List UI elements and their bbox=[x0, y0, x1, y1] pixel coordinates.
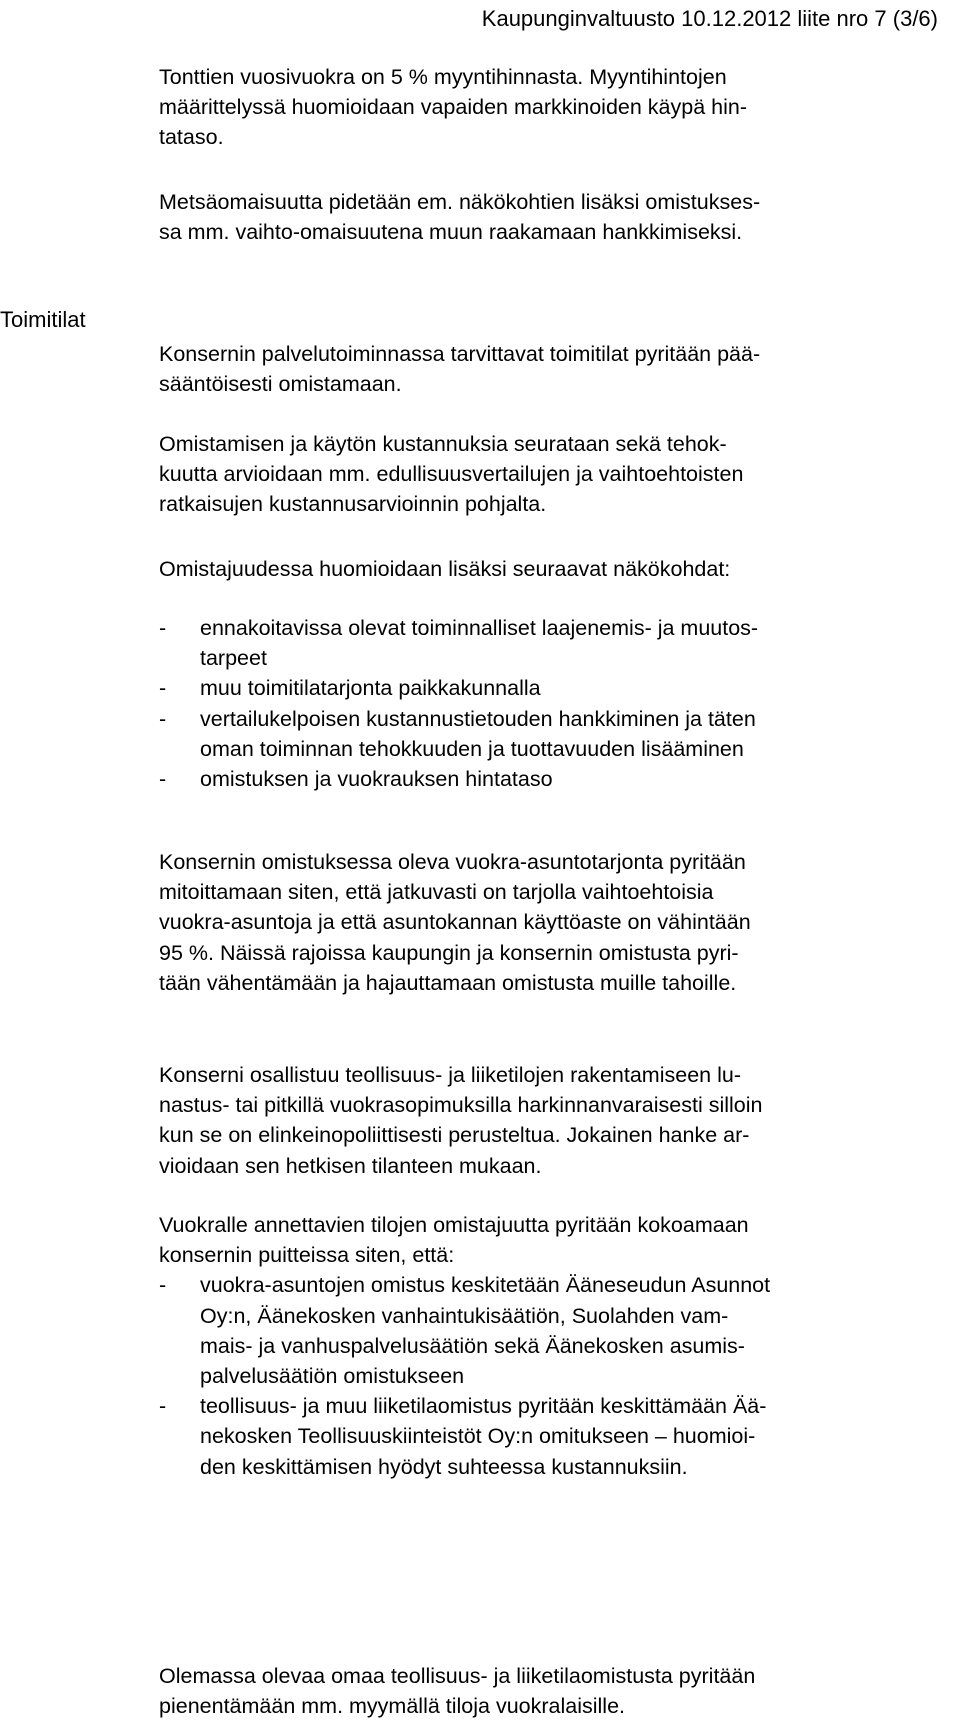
paragraph-existing-premises bbox=[159, 1661, 959, 1721]
text-line: Konsernin palvelutoiminnassa tarvittavat toimitilat pyritään pää- bbox=[159, 342, 761, 366]
page-header: Kaupunginvaltuusto 10.12.2012 liite nro 7 (3/6) bbox=[481, 6, 938, 31]
text-line: tään vähentämään ja hajauttamaan omistusta muille tahoille. bbox=[159, 970, 737, 995]
text-line: Omistajuudessa huomioidaan lisäksi seuraavat näkökohdat: bbox=[159, 557, 731, 581]
text-line: konsernin puitteissa siten, että: bbox=[159, 1243, 455, 1268]
text-line: nekosken Teollisuuskiinteistöt Oy:n omitukseen – huomioi- bbox=[200, 1424, 756, 1449]
text-line: palvelusäätiön omistukseen bbox=[200, 1364, 465, 1389]
text-line: den keskittämisen hyödyt suhteessa kustannuksiin. bbox=[200, 1454, 688, 1479]
text-line: Konserni osallistuu teollisuus- ja liiketilojen rakentamiseen lu- bbox=[159, 1063, 741, 1087]
text-line: Omistamisen ja käytön kustannuksia seurataan sekä tehok- bbox=[159, 432, 727, 456]
text-line: sääntöisesti omistamaan. bbox=[159, 372, 402, 397]
list-item bbox=[159, 704, 959, 764]
text-line: vuokra-asuntoja ja että asuntokannan käyttöaste on vähintään bbox=[159, 910, 751, 935]
text-line: oman toiminnan tehokkuuden ja tuottavuuden lisääminen bbox=[200, 736, 744, 761]
list-item bbox=[159, 673, 959, 703]
paragraph-forest-property bbox=[159, 187, 959, 247]
text-line: Konsernin omistuksessa oleva vuokra-asuntotarjonta pyritään bbox=[159, 850, 746, 874]
bullet-dash: - bbox=[159, 706, 167, 731]
text-line: muu toimitilatarjonta paikkakunnalla bbox=[200, 676, 541, 701]
text-line: Vuokralle annettavien tilojen omistajuutta pyritään kokoamaan bbox=[159, 1213, 749, 1237]
text-line: ennakoitavissa olevat toiminnalliset laajenemis- ja muutos- bbox=[200, 616, 759, 640]
text-line: omistuksen ja vuokrauksen hintataso bbox=[200, 767, 553, 792]
text-line: vuokra-asuntojen omistus keskitetään Ääneseudun Asunnot bbox=[200, 1273, 771, 1298]
text-line: vioidaan sen hetkisen tilanteen mukaan. bbox=[159, 1153, 542, 1178]
text-line: Oy:n, Äänekosken vanhaintukisäätiön, Suolahden vam- bbox=[200, 1303, 729, 1328]
paragraph-rental-housing bbox=[159, 847, 959, 998]
list-item bbox=[159, 764, 959, 794]
section-label-toimitilat: Toimitilat bbox=[0, 307, 86, 332]
list-item bbox=[159, 1270, 959, 1391]
text-line: pienentämään mm. myymällä tiloja vuokralaisille. bbox=[159, 1694, 626, 1719]
text-line: Metsäomaisuutta pidetään em. näkökohtien lisäksi omistukses- bbox=[159, 190, 761, 214]
text-line: kuutta arvioidaan mm. edullisuusvertailujen ja vaihtoehtoisten bbox=[159, 462, 744, 487]
bullet-dash: - bbox=[159, 767, 167, 792]
text-line: 95 %. Näissä rajoissa kaupungin ja konsernin omistusta pyri- bbox=[159, 940, 739, 965]
bullet-dash: - bbox=[159, 1273, 167, 1298]
text-line: Tonttien vuosivuokra on 5 % myyntihinnasta. Myyntihintojen bbox=[159, 65, 727, 89]
text-line: ratkaisujen kustannusarvioinnin pohjalta. bbox=[159, 492, 547, 517]
text-line: mitoittamaan siten, että jatkuvasti on tarjolla vaihtoehtoisia bbox=[159, 880, 714, 905]
text-line: nastus- tai pitkillä vuokrasopimuksilla harkinnanvaraisesti silloin bbox=[159, 1093, 763, 1118]
paragraph-ownership-aspects bbox=[159, 554, 959, 584]
text-line: sa mm. vaihto-omaisuutena muun raakamaan hankkimiseksi. bbox=[159, 220, 743, 245]
paragraph-land-lease bbox=[159, 62, 959, 153]
list-item bbox=[159, 1391, 959, 1482]
bullet-dash: - bbox=[159, 616, 167, 640]
text-line: Olemassa olevaa omaa teollisuus- ja liiketilaomistusta pyritään bbox=[159, 1664, 756, 1688]
paragraph-industrial-premises bbox=[159, 1060, 959, 1181]
text-line: mais- ja vanhuspalvelusäätiön sekä Äänekosken asumis- bbox=[200, 1333, 745, 1358]
bullet-dash: - bbox=[159, 1394, 167, 1419]
aspects-list bbox=[159, 613, 959, 794]
paragraph-cost-monitoring bbox=[159, 429, 959, 520]
text-line: tarpeet bbox=[200, 646, 267, 671]
list-item bbox=[159, 613, 959, 673]
text-line: kun se on elinkeinopoliittisesti perusteltua. Jokainen hanke ar- bbox=[159, 1123, 750, 1148]
paragraph-premises-ownership bbox=[159, 339, 959, 399]
text-line: tataso. bbox=[159, 125, 224, 150]
text-line: vertailukelpoisen kustannustietouden hankkiminen ja täten bbox=[200, 706, 756, 731]
text-line: teollisuus- ja muu liiketilaomistus pyritään keskittämään Ää- bbox=[200, 1394, 767, 1419]
text-line: määrittelyssä huomioidaan vapaiden markkinoiden käypä hin- bbox=[159, 95, 747, 120]
bullet-dash: - bbox=[159, 676, 167, 701]
paragraph-rental-ownership bbox=[159, 1210, 959, 1482]
